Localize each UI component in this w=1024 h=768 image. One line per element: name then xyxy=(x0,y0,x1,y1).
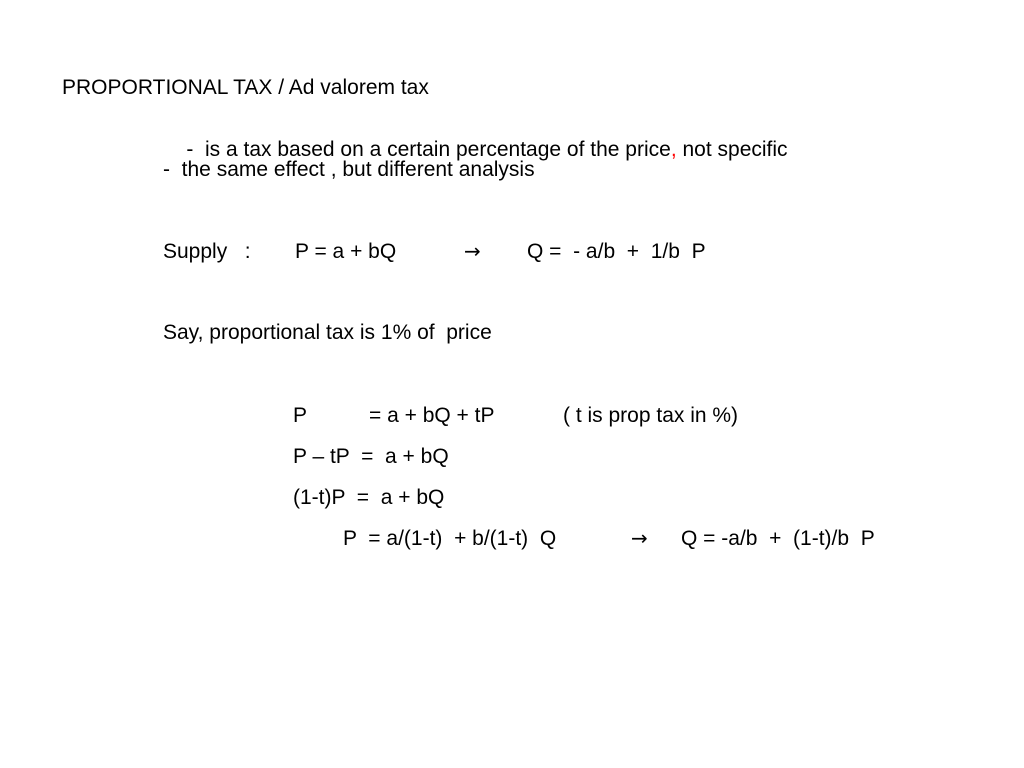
supply-result: Q = - a/b + 1/b P xyxy=(527,240,706,263)
derivation-line1-rhs: = a + bQ + tP xyxy=(369,404,495,427)
derivation-line2: P – tP = a + bQ xyxy=(293,445,449,468)
bullet-same-effect: - the same effect , but different analysis xyxy=(163,158,535,181)
highlight-comma: , xyxy=(670,138,677,161)
derivation-line4-rhs: Q = -a/b + (1-t)/b P xyxy=(681,527,875,550)
derivation-line4-lhs: P = a/(1-t) + b/(1-t) Q xyxy=(343,527,557,550)
supply-label: Supply : xyxy=(163,240,251,263)
bullet-percentage-text: - is a tax based on a certain percentage of the price xyxy=(186,138,671,161)
supply-equation: P = a + bQ xyxy=(295,240,397,263)
slide-title: PROPORTIONAL TAX / Ad valorem tax xyxy=(62,76,429,99)
derivation-line1-note: ( t is prop tax in %) xyxy=(563,404,739,427)
tax-assumption: Say, proportional tax is 1% of price xyxy=(163,321,492,344)
right-arrow-icon: → xyxy=(631,526,648,550)
right-arrow-icon: → xyxy=(464,239,481,263)
bullet-percentage-suffix: not specific xyxy=(676,138,788,161)
derivation-line1-lhs: P xyxy=(293,404,308,427)
derivation-line3: (1-t)P = a + bQ xyxy=(293,486,445,509)
